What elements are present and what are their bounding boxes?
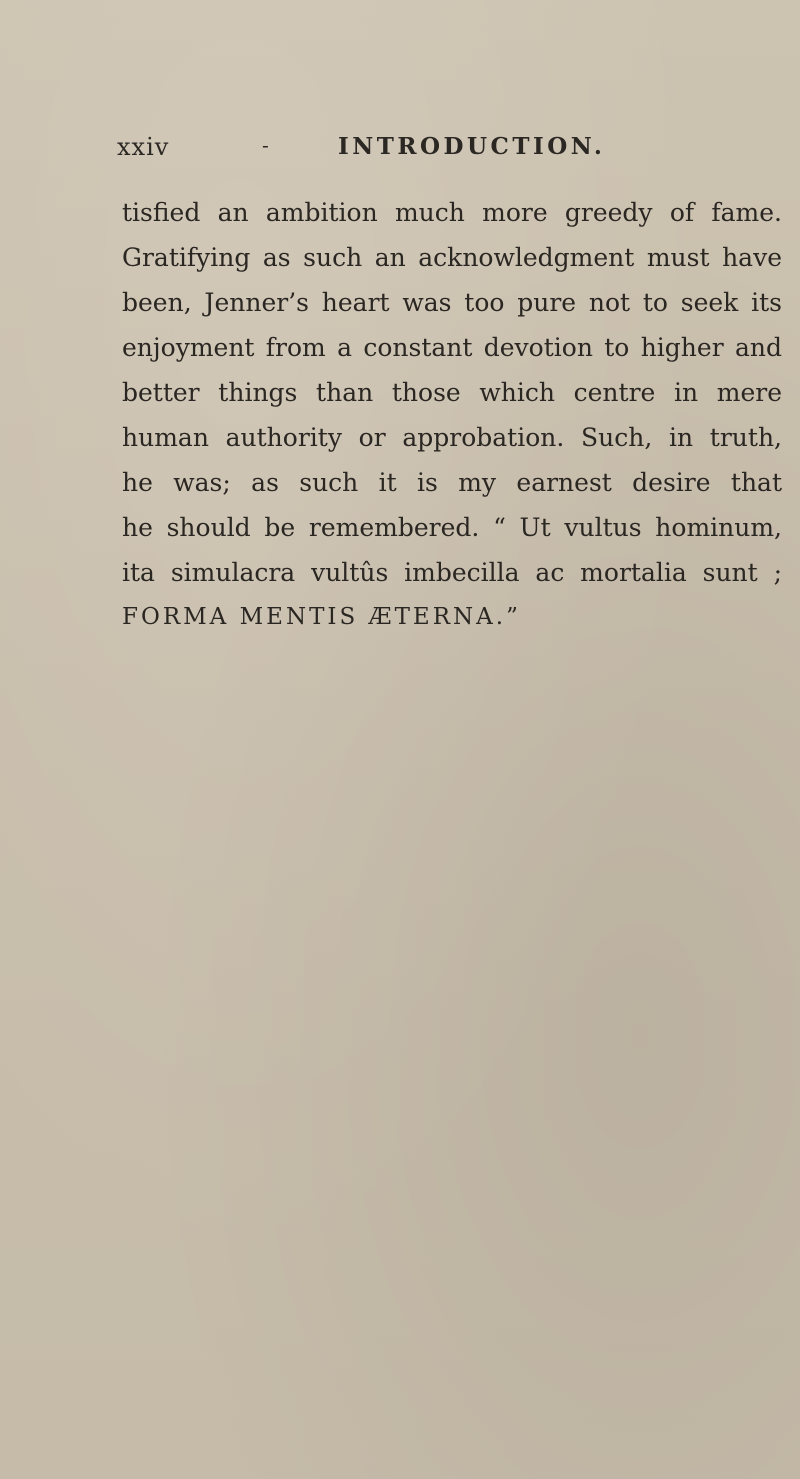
text-line: he was; as such it is my earnest desire that [122, 468, 782, 497]
text-line: enjoyment from a constant devotion to higher and [122, 333, 782, 362]
paragraph [122, 190, 782, 640]
text-line: human authority or approbation. Such, in truth, [122, 423, 782, 452]
running-head [117, 133, 777, 167]
page-number: xxiv [117, 133, 170, 161]
text-line-final: FORMA MENTIS ÆTERNA.” [122, 604, 521, 630]
text-line: Gratifying as such an acknowledgment must have [122, 243, 782, 272]
text-line: ita simulacra vultûs imbecilla ac mortalia sunt ; [122, 558, 782, 587]
text-line: been, Jenner’s heart was too pure not to seek its [122, 288, 782, 317]
running-title: INTRODUCTION. [338, 133, 606, 160]
text-line: tisfied an ambition much more greedy of fame. [122, 198, 782, 227]
header-mark: - [262, 133, 272, 157]
text-line: he should be remembered. “ Ut vultus hominum, [122, 513, 782, 542]
text-line: better things than those which centre in mere [122, 378, 782, 407]
